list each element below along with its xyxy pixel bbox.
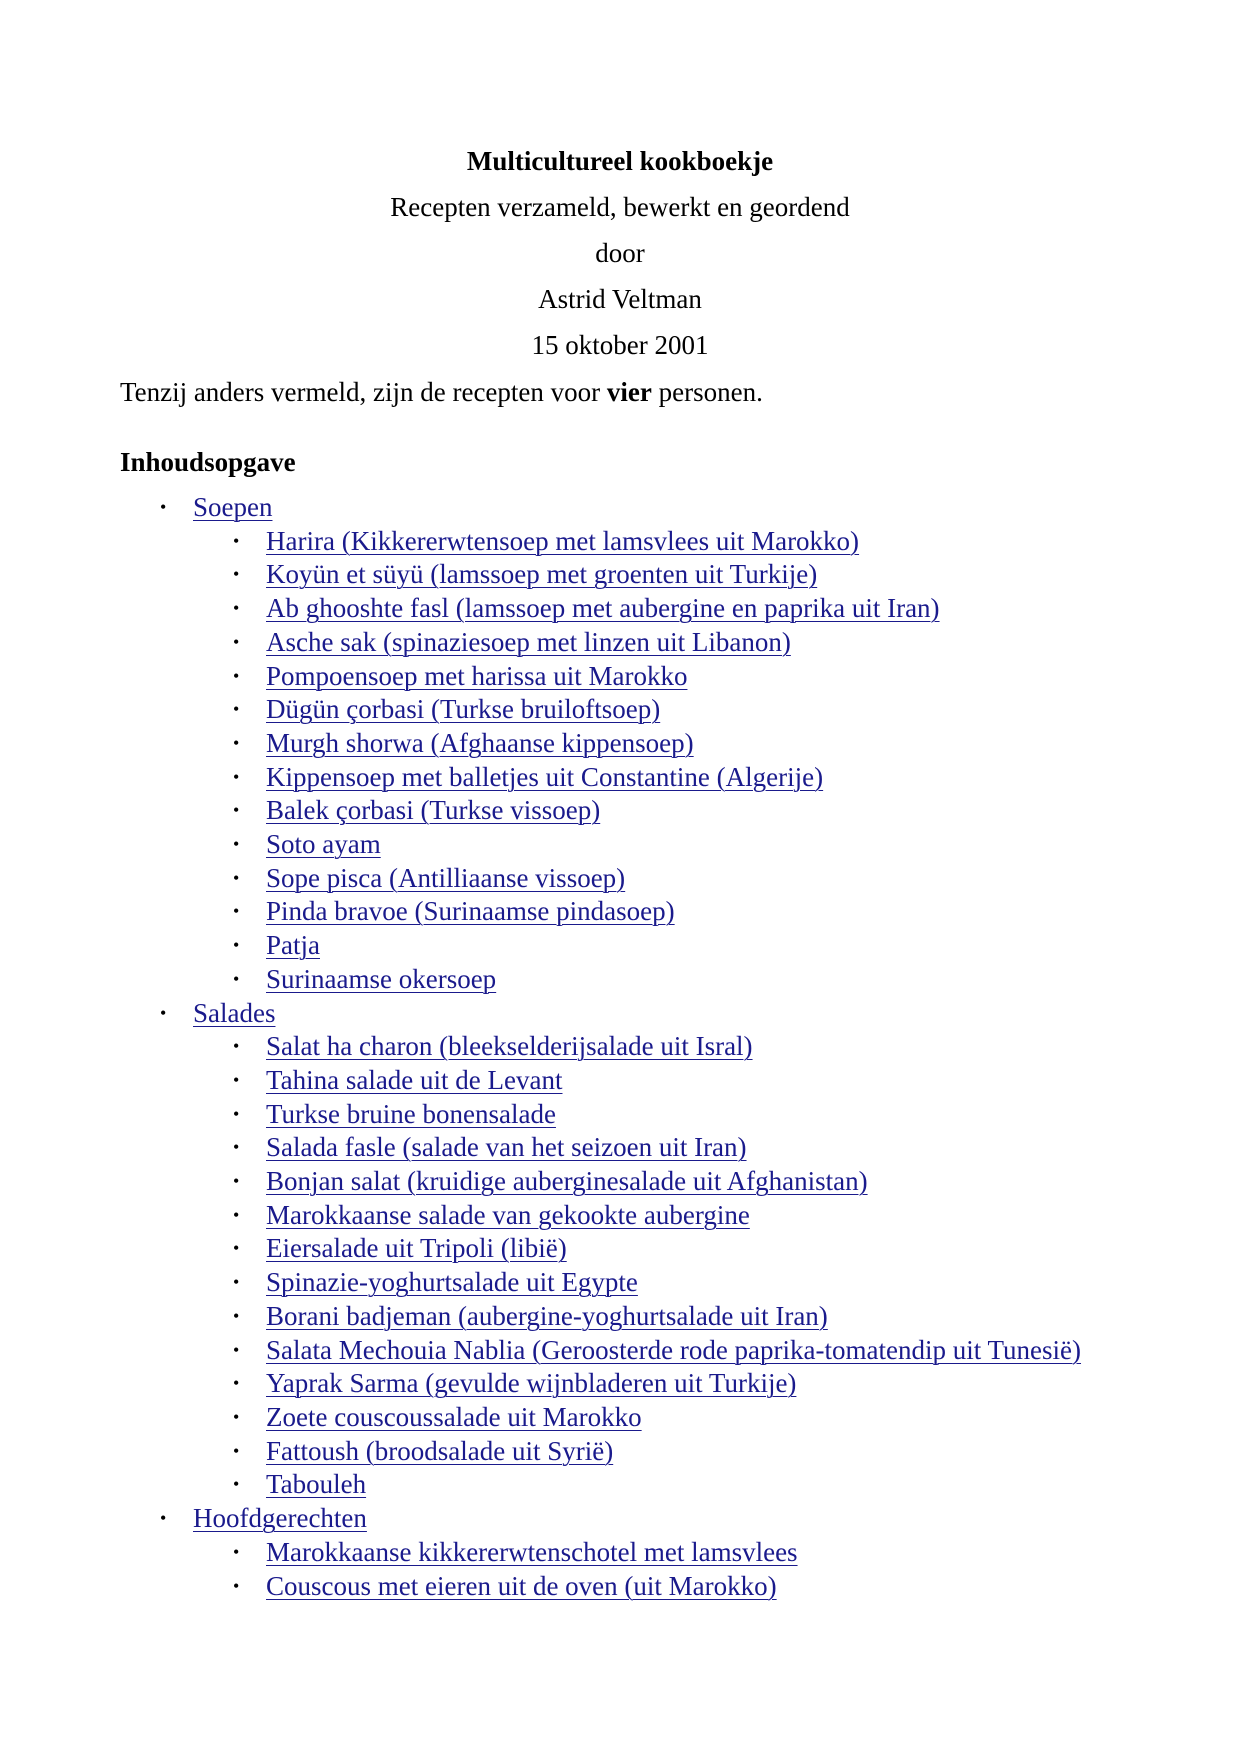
toc-item (120, 1131, 1120, 1165)
toc-item (120, 1098, 1120, 1132)
toc-link[interactable]: Surinaamse okersoep (266, 963, 497, 994)
toc-list (120, 491, 1120, 1603)
toc-link[interactable]: Salada fasle (salade van het seizoen uit Iran) (266, 1132, 747, 1163)
toc-item (120, 1435, 1120, 1469)
author-name: Astrid Veltman (538, 284, 702, 314)
toc-link[interactable]: Harira (Kikkererwtensoep met lamsvlees uit Marokko) (266, 525, 860, 556)
toc-link[interactable]: Zoete couscoussalade uit Marokko (266, 1401, 642, 1432)
toc-item (120, 1468, 1120, 1502)
toc-link[interactable]: Sope pisca (Antilliaanse vissoep) (266, 862, 626, 893)
toc-item (120, 1367, 1120, 1401)
toc-link[interactable]: Fattoush (broodsalade uit Syrië) (266, 1435, 614, 1466)
toc-item (120, 828, 1120, 862)
toc-link[interactable]: Salata Mechouia Nablia (Geroosterde rode paprika-tomatendip uit Tunesië) (266, 1334, 1082, 1365)
toc-link[interactable]: Tahina salade uit de Levant (266, 1064, 563, 1095)
toc-item (120, 1401, 1120, 1435)
toc-item (120, 1300, 1120, 1334)
toc-link[interactable]: Yaprak Sarma (gevulde wijnbladeren uit Turkije) (266, 1368, 797, 1399)
toc-section-salades (120, 997, 1120, 1031)
toc-link[interactable]: Salat ha charon (bleekselderijsalade uit Isral) (266, 1031, 753, 1062)
toc-item (120, 1165, 1120, 1199)
toc-link[interactable]: Turkse bruine bonensalade (266, 1098, 556, 1129)
toc-item (120, 963, 1120, 997)
toc-item (120, 1570, 1120, 1604)
toc-link-soepen[interactable]: Soepen (193, 492, 273, 522)
toc-link[interactable]: Borani badjeman (aubergine-yoghurtsalade uit Iran) (266, 1300, 828, 1331)
toc-link[interactable]: Asche sak (spinaziesoep met linzen uit Libanon) (266, 626, 791, 657)
toc-link[interactable]: Eiersalade uit Tripoli (libië) (266, 1233, 567, 1264)
toc-link[interactable]: Koyün et süyü (lamssoep met groenten uit Turkije) (266, 559, 818, 590)
toc-item (120, 660, 1120, 694)
toc-link[interactable]: Balek çorbasi (Turkse vissoep) (266, 795, 601, 826)
byline-word: door (595, 238, 645, 268)
toc-item (120, 525, 1120, 559)
table-of-contents (120, 491, 1120, 1603)
toc-link[interactable]: Murgh shorwa (Afghaanse kippensoep) (266, 727, 694, 758)
toc-link-hoofdgerechten[interactable]: Hoofdgerechten (193, 1503, 367, 1534)
toc-item (120, 727, 1120, 761)
servings-note-count: vier (606, 377, 652, 407)
toc-item (120, 1064, 1120, 1098)
servings-note-before: Tenzij anders vermeld, zijn de recepten voor (120, 377, 607, 407)
toc-item (120, 626, 1120, 660)
toc-link-salades[interactable]: Salades (193, 997, 276, 1028)
toc-section-hoofdgerechten (120, 1502, 1120, 1536)
toc-link[interactable]: Dügün çorbasi (Turkse bruiloftsoep) (266, 694, 661, 725)
toc-item (120, 1536, 1120, 1570)
toc-link[interactable]: Bonjan salat (kruidige auberginesalade uit Afghanistan) (266, 1166, 868, 1197)
toc-link[interactable]: Ab ghooshte fasl (lamssoep met aubergine en paprika uit Iran) (266, 593, 940, 624)
toc-item (120, 794, 1120, 828)
toc-item (120, 761, 1120, 795)
toc-link[interactable]: Couscous met eieren uit de oven (uit Marokko) (266, 1570, 777, 1601)
toc-link[interactable]: Tabouleh (266, 1469, 367, 1500)
toc-item (120, 1232, 1120, 1266)
document-subtitle: Recepten verzameld, bewerkt en geordend (390, 192, 850, 222)
toc-item (120, 1334, 1120, 1368)
toc-item (120, 558, 1120, 592)
document-title: Multicultureel kookboekje (466, 146, 774, 176)
toc-link[interactable]: Soto ayam (266, 829, 381, 860)
toc-link[interactable]: Spinazie-yoghurtsalade uit Egypte (266, 1267, 638, 1298)
toc-link[interactable]: Patja (266, 930, 320, 961)
toc-item (120, 1199, 1120, 1233)
toc-item (120, 929, 1120, 963)
toc-item (120, 693, 1120, 727)
toc-link[interactable]: Pinda bravoe (Surinaamse pindasoep) (266, 896, 675, 927)
toc-item (120, 862, 1120, 896)
servings-note-after: personen. (651, 377, 763, 407)
toc-item (120, 1266, 1120, 1300)
toc-item (120, 895, 1120, 929)
toc-link[interactable]: Kippensoep met balletjes uit Constantine (Algerije) (266, 761, 824, 792)
toc-section-soepen (120, 491, 1120, 525)
document-date: 15 oktober 2001 (531, 330, 709, 360)
toc-item (120, 592, 1120, 626)
toc-link[interactable]: Marokkaanse kikkererwtenschotel met lamsvlees (266, 1536, 798, 1567)
toc-link[interactable]: Marokkaanse salade van gekookte aubergine (266, 1199, 750, 1230)
toc-heading: Inhoudsopgave (120, 447, 296, 477)
toc-link[interactable]: Pompoensoep met harissa uit Marokko (266, 660, 688, 691)
servings-note (120, 375, 763, 409)
toc-item (120, 1030, 1120, 1064)
